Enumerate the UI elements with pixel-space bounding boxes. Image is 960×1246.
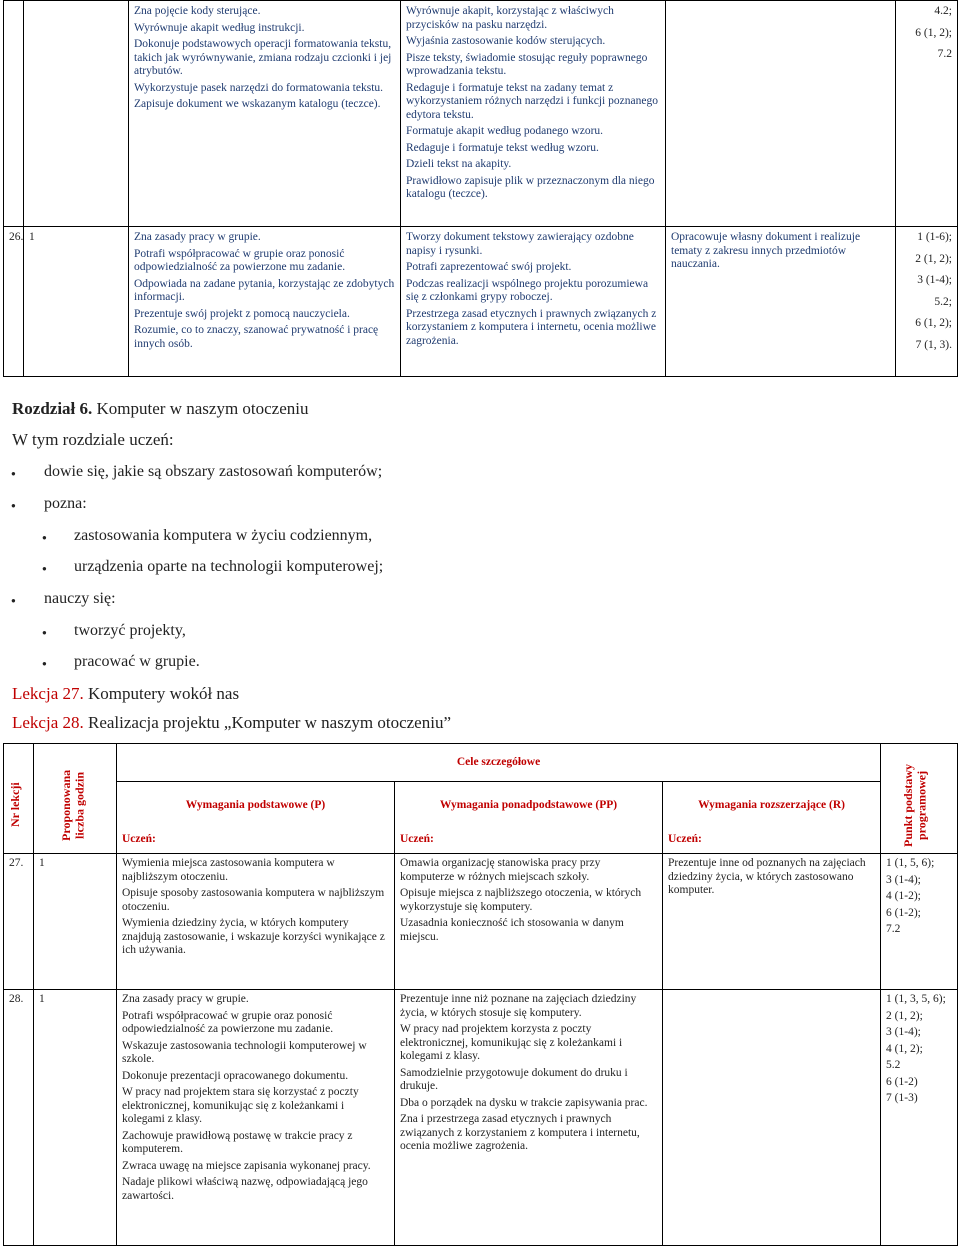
requirements-table — [3, 743, 958, 1246]
cell-entry: Zna zasady pracy w grupie. — [134, 231, 261, 243]
cell-entry: 6 (1-2); — [886, 906, 921, 919]
cell-entry: Samodzielnie przygotowuje dokument do druku i drukuje. — [400, 1066, 628, 1092]
cell-entry: Prezentuje swój projekt z pomocą nauczyciela. — [134, 307, 350, 320]
bullet-subitem: ● zastosowania komputera w życiu codziennym, — [74, 527, 372, 545]
advanced-requirements-cell — [395, 854, 663, 990]
hours-cell: 1 — [34, 990, 117, 1246]
cell-entry: Pisze teksty, świadomie stosując reguły poprawnego wprowadzania tekstu. — [406, 51, 648, 77]
cell-entry: Dokonuje podstawowych operacji formatowania tekstu, takich jak wyrównywanie, zmiana rodzaju czcionki i jej atrybutów. — [134, 38, 392, 77]
bullet-item: ● nauczy się: — [44, 590, 116, 608]
table-row — [4, 854, 958, 990]
header-row — [4, 782, 958, 830]
extended-requirements-cell — [666, 227, 896, 377]
cell-entry: Redaguje i formatuje tekst według wzoru. — [406, 141, 599, 154]
cell-entry: Potrafi zaprezentować swój projekt. — [406, 261, 572, 273]
cell-entry: Wykorzystuje pasek narzędzi do formatowania tekstu. — [134, 81, 384, 94]
cell-entry: Tworzy dokument tekstowy zawierający ozdobne napisy i rysunki. — [406, 231, 634, 257]
basic-requirements-cell — [117, 854, 395, 990]
curriculum-points-cell — [896, 227, 958, 377]
header-curriculum-points-text: Punkt podstawy programowej — [901, 763, 929, 847]
lesson-title: Komputery wokół nas — [88, 684, 240, 703]
curriculum-points-cell — [881, 854, 958, 990]
basic-requirements-cell — [117, 990, 395, 1246]
curriculum-points-cell — [881, 990, 958, 1246]
chapter-title: Komputer w naszym otoczeniu — [96, 399, 309, 418]
hours-cell: 1 — [34, 854, 117, 990]
previous-lessons-table — [3, 0, 958, 377]
bullet-item: ● pozna: — [44, 495, 87, 513]
advanced-requirements-cell — [401, 227, 666, 377]
cell-entry: Opracowuje własny dokument i realizuje tematy z zakresu innych przedmiotów nauczania. — [671, 231, 861, 270]
cell-entry: Zna i przestrzega zasad etycznych i prawnych związanych z korzystaniem z komputera i internetu, ocenia możliwe zagrożenia. — [400, 1113, 640, 1152]
cell-entry: Rozumie, co to znaczy, szanować prywatność i pracę innych osób. — [134, 324, 379, 350]
extended-requirements-cell — [666, 1, 896, 227]
cell-entry: Zachowuje prawidłową postawę w trakcie pracy z komputerem. — [122, 1129, 353, 1155]
cell-entry: Przestrzega zasad etycznych i prawnych związanych z korzystaniem z komputera i internetu, ocenia możliwe zagrożenia. — [406, 307, 657, 347]
cell-entry: Potrafi współpracować w grupie oraz ponosić odpowiedzialność za powierzone mu zadanie. — [134, 247, 346, 273]
cell-entry: Prezentuje inne od poznanych na zajęciach dziedziny życia, w których zastosowano komputer. — [668, 857, 866, 896]
bullet-subitem: ● pracować w grupie. — [74, 653, 200, 671]
cell-entry: Opisuje sposoby zastosowania komputera w najbliższym otoczeniu. — [122, 887, 385, 913]
cell-entry: Potrafi współpracować w grupie oraz ponosić odpowiedzialność za powierzone mu zadanie. — [122, 1009, 334, 1035]
cell-entry: Prezentuje inne niż poznane na zajęciach dziedziny życia, w których stosuje się komputery. — [400, 993, 637, 1019]
cell-entry: Wskazuje zastosowania technologii komputerowej w szkole. — [122, 1039, 367, 1065]
chapter-heading — [12, 399, 309, 419]
cell-entry: Uzasadnia konieczność ich stosowania w danym miejscu. — [400, 917, 624, 943]
cell-entry: Dzieli tekst na akapity. — [406, 158, 512, 170]
cell-entry: 4.2; — [934, 5, 952, 17]
cell-entry: 7.2 — [937, 48, 952, 60]
header-curriculum-points — [881, 744, 958, 854]
bullet-subitem: ● tworzyć projekty, — [74, 622, 186, 640]
cell-entry: Opisuje miejsca z najbliższego otoczenia, w których wykorzystuje się komputery. — [400, 887, 642, 913]
cell-entry: Zapisuje dokument we wskazanym katalogu (teczce). — [134, 98, 381, 110]
extended-requirements-cell — [663, 854, 881, 990]
table-row — [4, 990, 958, 1246]
cell-entry: 2 (1, 2); — [915, 252, 952, 265]
cell-entry: Zna zasady pracy w grupie. — [122, 993, 249, 1005]
cell-entry: 7 (1-3) — [886, 1092, 918, 1104]
cell-entry: Dba o porządek na dysku w trakcie zapisywania prac. — [400, 1096, 648, 1109]
header-student-label: Uczeń: — [117, 830, 395, 854]
lesson-number-cell — [4, 1, 24, 227]
cell-entry: 3 (1-4); — [886, 1026, 921, 1038]
cell-entry: 7.2 — [886, 923, 901, 935]
hours-cell — [24, 1, 129, 227]
cell-entry: 5.2; — [934, 295, 952, 308]
header-advanced: Wymagania ponadpodstawowe (PP) — [395, 782, 663, 830]
cell-entry: W pracy nad projektem korzysta z poczty elektronicznej, komunikując się z koleżankami i kolegami z klasy. — [400, 1023, 623, 1062]
cell-entry: 1 (1-6); — [917, 231, 952, 243]
header-row — [4, 830, 958, 854]
cell-entry: 6 (1, 2); — [915, 317, 952, 329]
bullet-item: ● dowie się, jakie są obszary zastosowań komputerów; — [44, 463, 382, 481]
header-extended: Wymagania rozszerzające (R) — [663, 782, 881, 830]
basic-requirements-cell — [129, 1, 401, 227]
header-hours-text: Proponowana liczba godzin — [59, 769, 87, 841]
bullet-subitem: ● urządzenia oparte na technologii komputerowej; — [74, 558, 383, 576]
lesson-number-cell: 27. — [4, 854, 34, 990]
cell-entry: Wyrównuje akapit według instrukcji. — [134, 21, 305, 34]
chapter-prefix: Rozdział 6. — [12, 399, 93, 418]
cell-entry: Nadaje plikowi właściwą nazwę, odpowiadającą jego zawartości. — [122, 1176, 368, 1202]
cell-entry: Zwraca uwagę na miejsce zapisania wykonanej pracy. — [122, 1159, 371, 1172]
cell-entry: 6 (1, 2); — [915, 26, 952, 39]
cell-entry: 3 (1-4); — [917, 274, 952, 286]
lesson-number-cell: 28. — [4, 990, 34, 1246]
advanced-requirements-cell — [401, 1, 666, 227]
header-goals: Cele szczegółowe — [117, 744, 881, 782]
cell-entry: Wyjaśnia zastosowanie kodów sterujących. — [406, 35, 606, 47]
cell-entry: 7 (1, 3). — [915, 338, 952, 351]
lesson-prefix: Lekcja 27. — [12, 684, 84, 703]
lesson-heading — [12, 713, 451, 733]
cell-entry: 4 (1, 2); — [886, 1042, 923, 1055]
cell-entry: Wyrównuje akapit, korzystając z właściwych przycisków na pasku narzędzi. — [406, 5, 614, 31]
cell-entry: Prawidłowo zapisuje plik w przeznaczonym dla niego katalogu (teczce). — [406, 174, 655, 200]
cell-entry: 1 (1, 5, 6); — [886, 857, 935, 869]
header-student-label: Uczeń: — [395, 830, 663, 854]
lesson-title: Realizacja projektu „Komputer w naszym otoczeniu” — [88, 713, 451, 732]
hours-cell: 1 — [24, 227, 129, 377]
lesson-prefix: Lekcja 28. — [12, 713, 84, 732]
cell-entry: Podczas realizacji wspólnego projektu porozumiewa się z członkami grypy roboczej. — [406, 277, 649, 303]
header-student-label: Uczeń: — [663, 830, 881, 854]
lesson-heading — [12, 684, 239, 704]
cell-entry: 6 (1-2) — [886, 1075, 918, 1088]
cell-entry: 4 (1-2); — [886, 890, 921, 902]
table-row — [4, 1, 958, 227]
header-row — [4, 744, 958, 782]
cell-entry: Zna pojęcie kody sterujące. — [134, 5, 261, 17]
cell-entry: Redaguje i formatuje tekst na zadany temat z wykorzystaniem różnych narzędzi i funkcji poznanego edytora tekstu. — [406, 81, 658, 121]
cell-entry: 1 (1, 3, 5, 6); — [886, 993, 946, 1005]
cell-entry: W pracy nad projektem stara się korzystać z poczty elektronicznej, komunikując się z koleżankami i kolegami z klasy. — [122, 1086, 359, 1125]
header-lesson-number — [4, 744, 34, 854]
lesson-number-cell: 26. — [4, 227, 24, 377]
cell-entry: Odpowiada na zadane pytania, korzystając ze zdobytych informacji. — [134, 277, 395, 303]
basic-requirements-cell — [129, 227, 401, 377]
cell-entry: 5.2 — [886, 1059, 901, 1071]
chapter-intro: W tym rozdziale uczeń: — [12, 430, 174, 449]
table-row — [4, 227, 958, 377]
cell-entry: Dokonuje prezentacji opracowanego dokumentu. — [122, 1069, 349, 1082]
cell-entry: 3 (1-4); — [886, 873, 921, 886]
cell-entry: Wymienia dziedziny życia, w których komputery znajdują zastosowanie, i wskazuje korzyści wynikające z ich używania. — [122, 917, 385, 956]
cell-entry: Wymienia miejsca zastosowania komputera w najbliższym otoczeniu. — [122, 857, 335, 883]
cell-entry: Formatuje akapit według podanego wzoru. — [406, 125, 604, 137]
header-hours — [34, 744, 117, 854]
cell-entry: Omawia organizację stanowiska pracy przy komputerze w różnych miejscach szkoły. — [400, 857, 601, 883]
advanced-requirements-cell — [395, 990, 663, 1246]
header-lesson-number-text: Nr lekcji — [8, 782, 22, 828]
header-basic: Wymagania podstawowe (P) — [117, 782, 395, 830]
cell-entry: 2 (1, 2); — [886, 1009, 923, 1022]
curriculum-points-cell — [896, 1, 958, 227]
extended-requirements-cell — [663, 990, 881, 1246]
